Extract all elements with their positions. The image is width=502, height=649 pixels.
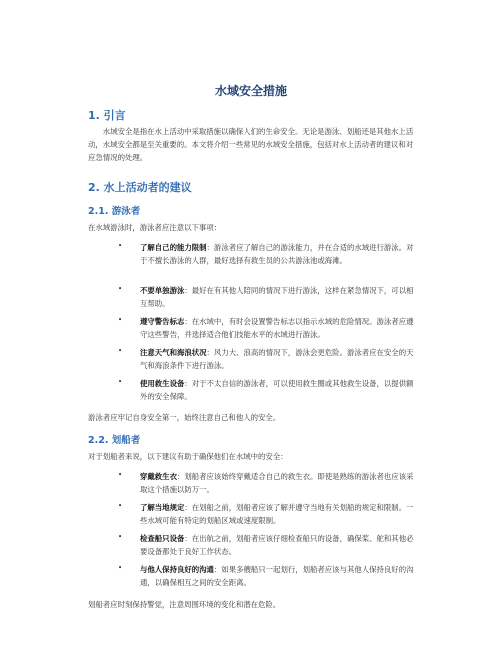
page-title: 水域安全措施 — [214, 84, 287, 98]
list-item — [88, 563, 414, 589]
bullet-dot: • — [118, 378, 123, 386]
list-item-title: 了解当地规定 — [140, 503, 185, 512]
subsection-heading-rowers: 2.2. 划船者 — [88, 435, 141, 446]
list-item-title: 不要单独游泳 — [140, 286, 185, 295]
bullet-dot: • — [118, 471, 123, 479]
rowers-intro: 对于划船者来说，以下建议有助于确保他们在水域中的安全： — [88, 452, 288, 461]
subsection-heading-swimmers: 2.1. 游泳者 — [88, 206, 141, 217]
list-item — [88, 241, 414, 267]
list-item-title: 检查船只设备 — [140, 534, 185, 543]
list-item-title: 了解自己的能力限制 — [140, 243, 207, 252]
intro-paragraph: 水域安全是指在水上活动中采取措施以确保人们的生命安全。无论是游泳、划船还是其他水上活动，水域安全都是至关重要的。本文将介绍一些常见的水域安全措施，包括对水上活动者的建议和对应急情况的处理。 — [88, 127, 414, 162]
section-heading-advice: 2. 水上活动者的建议 — [88, 181, 192, 194]
list-item — [88, 470, 414, 496]
list-item — [88, 315, 414, 341]
bullet-dot: • — [118, 564, 123, 572]
bullet-dot: • — [118, 316, 123, 324]
swimmers-outro: 游泳者应牢记自身安全第一，始终注意自己和他人的安全。 — [88, 413, 281, 422]
list-item-text: ：风力大、浪高的情况下，游泳会更危险。游泳者应在安全的天气和海浪条件下进行游泳。 — [140, 348, 414, 370]
list-item-title: 穿戴救生衣 — [140, 472, 177, 481]
bullet-dot: • — [118, 533, 123, 541]
list-item-text: ：在出航之前，划船者应该仔细检查船只的设备，确保桨、舵和其他必要设备都处于良好工作状态。 — [140, 534, 414, 556]
bullet-dot: • — [118, 242, 123, 250]
list-item-title: 注意天气和海浪状况 — [140, 348, 207, 357]
bullet-dot: • — [118, 347, 123, 355]
list-item-text: ：游泳者应了解自己的游泳能力，并在合适的水域进行游泳。对于不擅长游泳的人群，最好选择有救生员的公共游泳池或海滩。 — [140, 243, 414, 265]
list-item-title: 遵守警告标志 — [140, 317, 185, 326]
list-item — [88, 284, 414, 310]
list-item-text: ：如果多艘船只一起划行，划船者应该与其他人保持良好的沟通，以确保相互之间的安全距离。 — [140, 565, 414, 587]
bullet-dot: • — [118, 502, 123, 510]
list-item-title: 与他人保持良好的沟通 — [140, 565, 214, 574]
list-item-text: ：划船者应该始终穿戴适合自己的救生衣。即使是熟练的游泳者也应该采取这个措施以防万一。 — [140, 472, 414, 494]
list-item-text: ：在划船之前，划船者应该了解并遵守当地有关划船的规定和限制。一些水域可能有特定的划船区域或速度限制。 — [140, 503, 414, 525]
list-item — [88, 532, 414, 558]
section-heading-intro: 1. 引言 — [88, 109, 126, 122]
list-item-text: ：对于不太自信的游泳者，可以使用救生圈或其他救生设备，以提供额外的安全保障。 — [140, 379, 414, 401]
list-item — [88, 346, 414, 372]
list-item-text: ：最好在有其他人陪同的情况下进行游泳，这样在紧急情况下，可以相互帮助。 — [140, 286, 414, 308]
list-item — [88, 377, 414, 403]
bullet-dot: • — [118, 285, 123, 293]
list-item-text: ：在水域中，有时会设置警告标志以指示水域的危险情况。游泳者应遵守这些警告，并选择适合他们技能水平的水域进行游泳。 — [140, 317, 414, 339]
swimmers-intro: 在水域游泳时，游泳者应注意以下事项： — [88, 223, 222, 232]
list-item-title: 使用救生设备 — [140, 379, 185, 388]
rowers-outro: 划船者应时刻保持警觉，注意周围环境的变化和潜在危险。 — [88, 600, 281, 609]
list-item — [88, 501, 414, 527]
